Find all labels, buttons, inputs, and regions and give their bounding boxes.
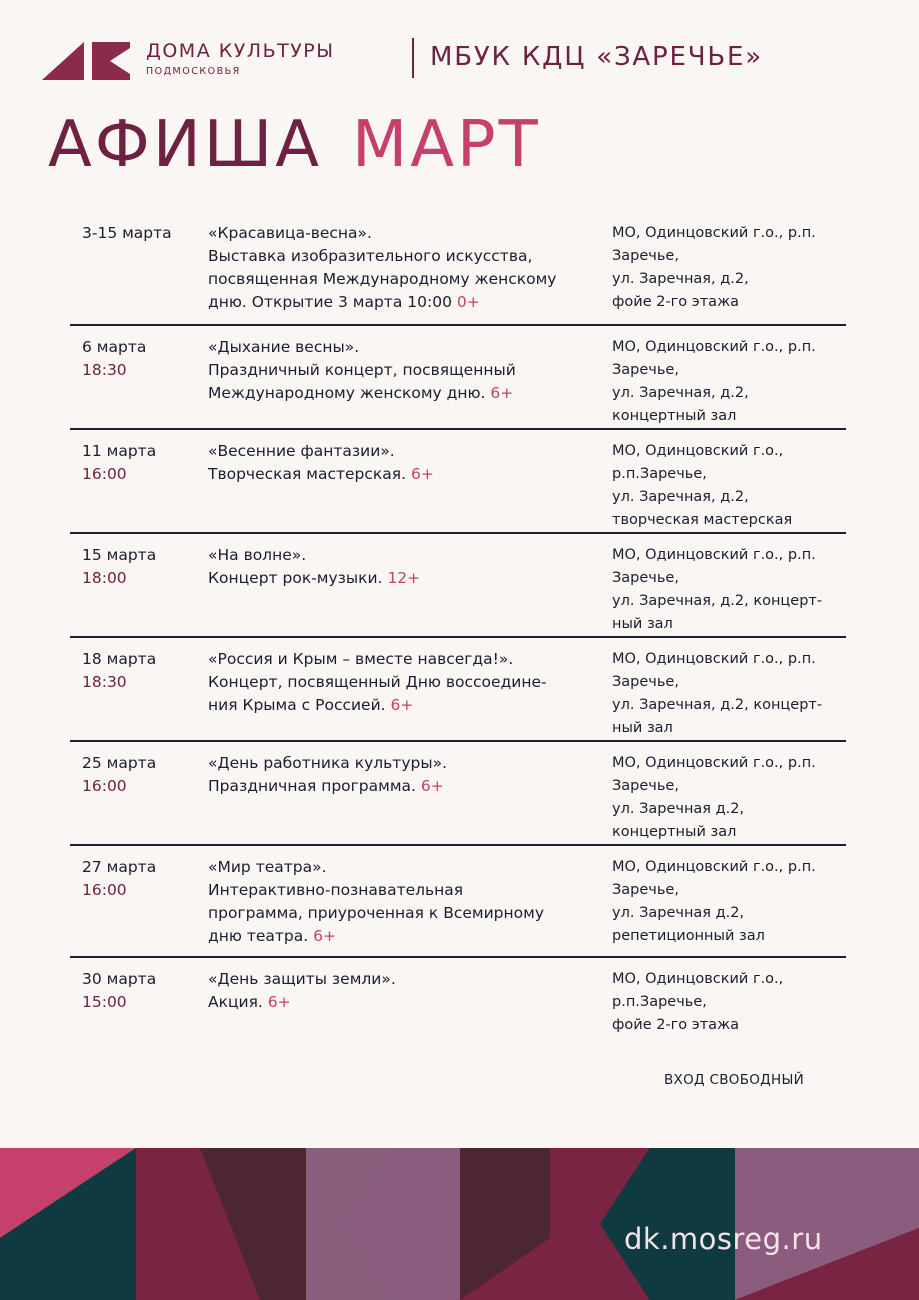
event-venue-line: репетиционный зал (612, 928, 765, 944)
event-title: «Россия и Крым – вместе навсегда!». (208, 650, 514, 668)
event-description-line (208, 671, 608, 694)
event-row (70, 430, 846, 534)
age-rating-badge: 0+ (456, 293, 480, 311)
event-venue-line: МО, Одинцовский г.о., р.п. (612, 651, 816, 667)
event-description-line (208, 291, 608, 314)
event-date-cell (82, 544, 200, 590)
event-description-text: дню. Открытие 3 марта 10:00 (208, 293, 452, 311)
event-venue-line: МО, Одинцовский г.о., (612, 971, 784, 987)
event-venue-cell (612, 648, 852, 740)
event-row (70, 212, 846, 326)
event-venue-cell (612, 856, 852, 948)
event-description-line (208, 463, 608, 486)
event-venue-cell (612, 222, 852, 314)
event-venue-line: Заречье, (612, 362, 679, 378)
event-venue-cell (612, 440, 852, 532)
event-title: «День защиты земли». (208, 970, 396, 988)
event-venue-line: ный зал (612, 720, 673, 736)
event-description-line (208, 268, 608, 291)
event-date: 18 марта (82, 650, 157, 668)
event-venue-line: Заречье, (612, 778, 679, 794)
event-title: «Мир театра». (208, 858, 327, 876)
event-venue-line: ул. Заречная, д.2, (612, 489, 749, 505)
event-description-text: ния Крыма с Россией. (208, 696, 386, 714)
event-description-line (208, 567, 608, 590)
event-venue-line: ул. Заречная, д.2, (612, 385, 749, 401)
event-description-line (208, 694, 608, 717)
page-title (48, 108, 541, 198)
event-time: 18:00 (82, 569, 127, 587)
event-date: 15 марта (82, 546, 157, 564)
event-description-text: Международному женскому дню. (208, 384, 486, 402)
event-row (70, 846, 846, 958)
brand-subtitle: ПОДМОСКОВЬЯ (146, 66, 241, 77)
event-date-cell (82, 648, 200, 694)
event-venue-line: Заречье, (612, 882, 679, 898)
event-date-cell (82, 968, 200, 1014)
event-description-line (208, 991, 608, 1014)
event-description-text: дню театра. (208, 927, 309, 945)
event-venue-line: ул. Заречная, д.2, (612, 271, 749, 287)
event-venue-cell (612, 336, 852, 428)
event-description-cell (208, 336, 608, 405)
event-venue-line: фойе 2-го этажа (612, 1017, 740, 1033)
event-venue-line: МО, Одинцовский г.о., р.п. (612, 859, 816, 875)
event-description-line (208, 925, 608, 948)
brand-name: ДОМА КУЛЬТУРЫ (146, 40, 335, 62)
event-date-cell (82, 222, 200, 245)
event-venue-cell (612, 544, 852, 636)
event-date: 11 марта (82, 442, 157, 460)
event-venue-line: р.п.Заречье, (612, 466, 707, 482)
event-venue-line: творческая мастерская (612, 512, 793, 528)
event-venue-line: МО, Одинцовский г.о., р.п. (612, 339, 816, 355)
event-description-text: Концерт, посвященный Дню воссоедине- (208, 673, 547, 691)
event-venue-line: фойе 2-го этажа (612, 294, 740, 310)
event-description-line (208, 382, 608, 405)
event-description-line (208, 879, 608, 902)
event-venue-cell (612, 752, 852, 844)
header-divider (412, 38, 414, 78)
event-venue-line: МО, Одинцовский г.о., р.п. (612, 225, 816, 241)
event-title: «На волне». (208, 546, 307, 564)
age-rating-badge: 6+ (410, 465, 434, 483)
age-rating-badge: 6+ (390, 696, 414, 714)
event-description-text: Праздничная программа. (208, 777, 416, 795)
event-description-cell (208, 648, 608, 717)
event-description-cell (208, 544, 608, 590)
event-time: 15:00 (82, 993, 127, 1011)
event-date: 30 марта (82, 970, 157, 988)
event-date: 25 марта (82, 754, 157, 772)
event-title: «Дыхание весны». (208, 338, 360, 356)
event-description-text: программа, приуроченная к Всемирному (208, 904, 544, 922)
event-row (70, 638, 846, 742)
event-venue-line: ул. Заречная, д.2, концерт- (612, 697, 823, 713)
event-venue-line: Заречье, (612, 248, 679, 264)
event-description-cell (208, 752, 608, 798)
event-venue-line: р.п.Заречье, (612, 994, 707, 1010)
website-link[interactable]: dk.mosreg.ru (624, 1222, 823, 1256)
event-description-text: Творческая мастерская. (208, 465, 407, 483)
organization-name: МБУК КДЦ «ЗАРЕЧЬЕ» (430, 42, 763, 72)
event-date-cell (82, 856, 200, 902)
event-time: 18:30 (82, 361, 127, 379)
age-rating-badge: 6+ (313, 927, 336, 945)
events-table (70, 212, 846, 1050)
event-date-cell (82, 752, 200, 798)
event-date-cell (82, 336, 200, 382)
free-entry-note: ВХОД СВОБОДНЫЙ (664, 1072, 805, 1088)
event-date: 6 марта (82, 338, 147, 356)
event-venue-line: МО, Одинцовский г.о., р.п. (612, 755, 816, 771)
event-description-cell (208, 440, 608, 486)
event-venue-line: ул. Заречная, д.2, концерт- (612, 593, 823, 609)
event-description-text: посвященная Международному женскому (208, 270, 557, 288)
age-rating-badge: 12+ (387, 569, 421, 587)
event-date-cell (82, 440, 200, 486)
event-venue-cell (612, 968, 852, 1037)
age-rating-badge: 6+ (420, 777, 444, 795)
event-venue-line: ул. Заречная д.2, (612, 801, 745, 817)
event-time: 18:30 (82, 673, 127, 691)
title-word-afisha: АФИША (48, 108, 322, 182)
event-description-text: Интерактивно-познавательная (208, 881, 464, 899)
event-venue-line: Заречье, (612, 570, 679, 586)
event-row (70, 534, 846, 638)
event-time: 16:00 (82, 465, 127, 483)
event-venue-line: МО, Одинцовский г.о., р.п. (612, 547, 816, 563)
event-date: 3-15 марта (82, 224, 172, 242)
event-description-text: Акция. (208, 993, 263, 1011)
event-description-line (208, 359, 608, 382)
event-title: «Красавица-весна». (208, 224, 372, 242)
age-rating-badge: 6+ (267, 993, 291, 1011)
event-time: 16:00 (82, 881, 127, 899)
event-title: «Весенние фантазии». (208, 442, 395, 460)
event-row (70, 958, 846, 1050)
event-row (70, 742, 846, 846)
event-description-text: Праздничный концерт, посвященный (208, 361, 516, 379)
event-row (70, 326, 846, 430)
event-venue-line: Заречье, (612, 674, 679, 690)
title-word-month: МАРТ (351, 108, 541, 182)
event-description-cell (208, 968, 608, 1014)
header (42, 38, 882, 82)
event-description-line (208, 775, 608, 798)
dk-logo-icon (42, 42, 130, 80)
event-venue-line: концертный зал (612, 408, 737, 424)
event-description-cell (208, 222, 608, 314)
event-venue-line: ул. Заречная д.2, (612, 905, 745, 921)
event-description-text: Выставка изобразительного искусства, (208, 247, 533, 265)
event-description-line (208, 245, 608, 268)
age-rating-badge: 6+ (490, 384, 514, 402)
event-date: 27 марта (82, 858, 157, 876)
event-description-cell (208, 856, 608, 948)
event-venue-line: концертный зал (612, 824, 737, 840)
event-description-line (208, 902, 608, 925)
event-time: 16:00 (82, 777, 127, 795)
event-title: «День работника культуры». (208, 754, 447, 772)
event-venue-line: МО, Одинцовский г.о., (612, 443, 784, 459)
event-description-text: Концерт рок-музыки. (208, 569, 383, 587)
event-venue-line: ный зал (612, 616, 673, 632)
